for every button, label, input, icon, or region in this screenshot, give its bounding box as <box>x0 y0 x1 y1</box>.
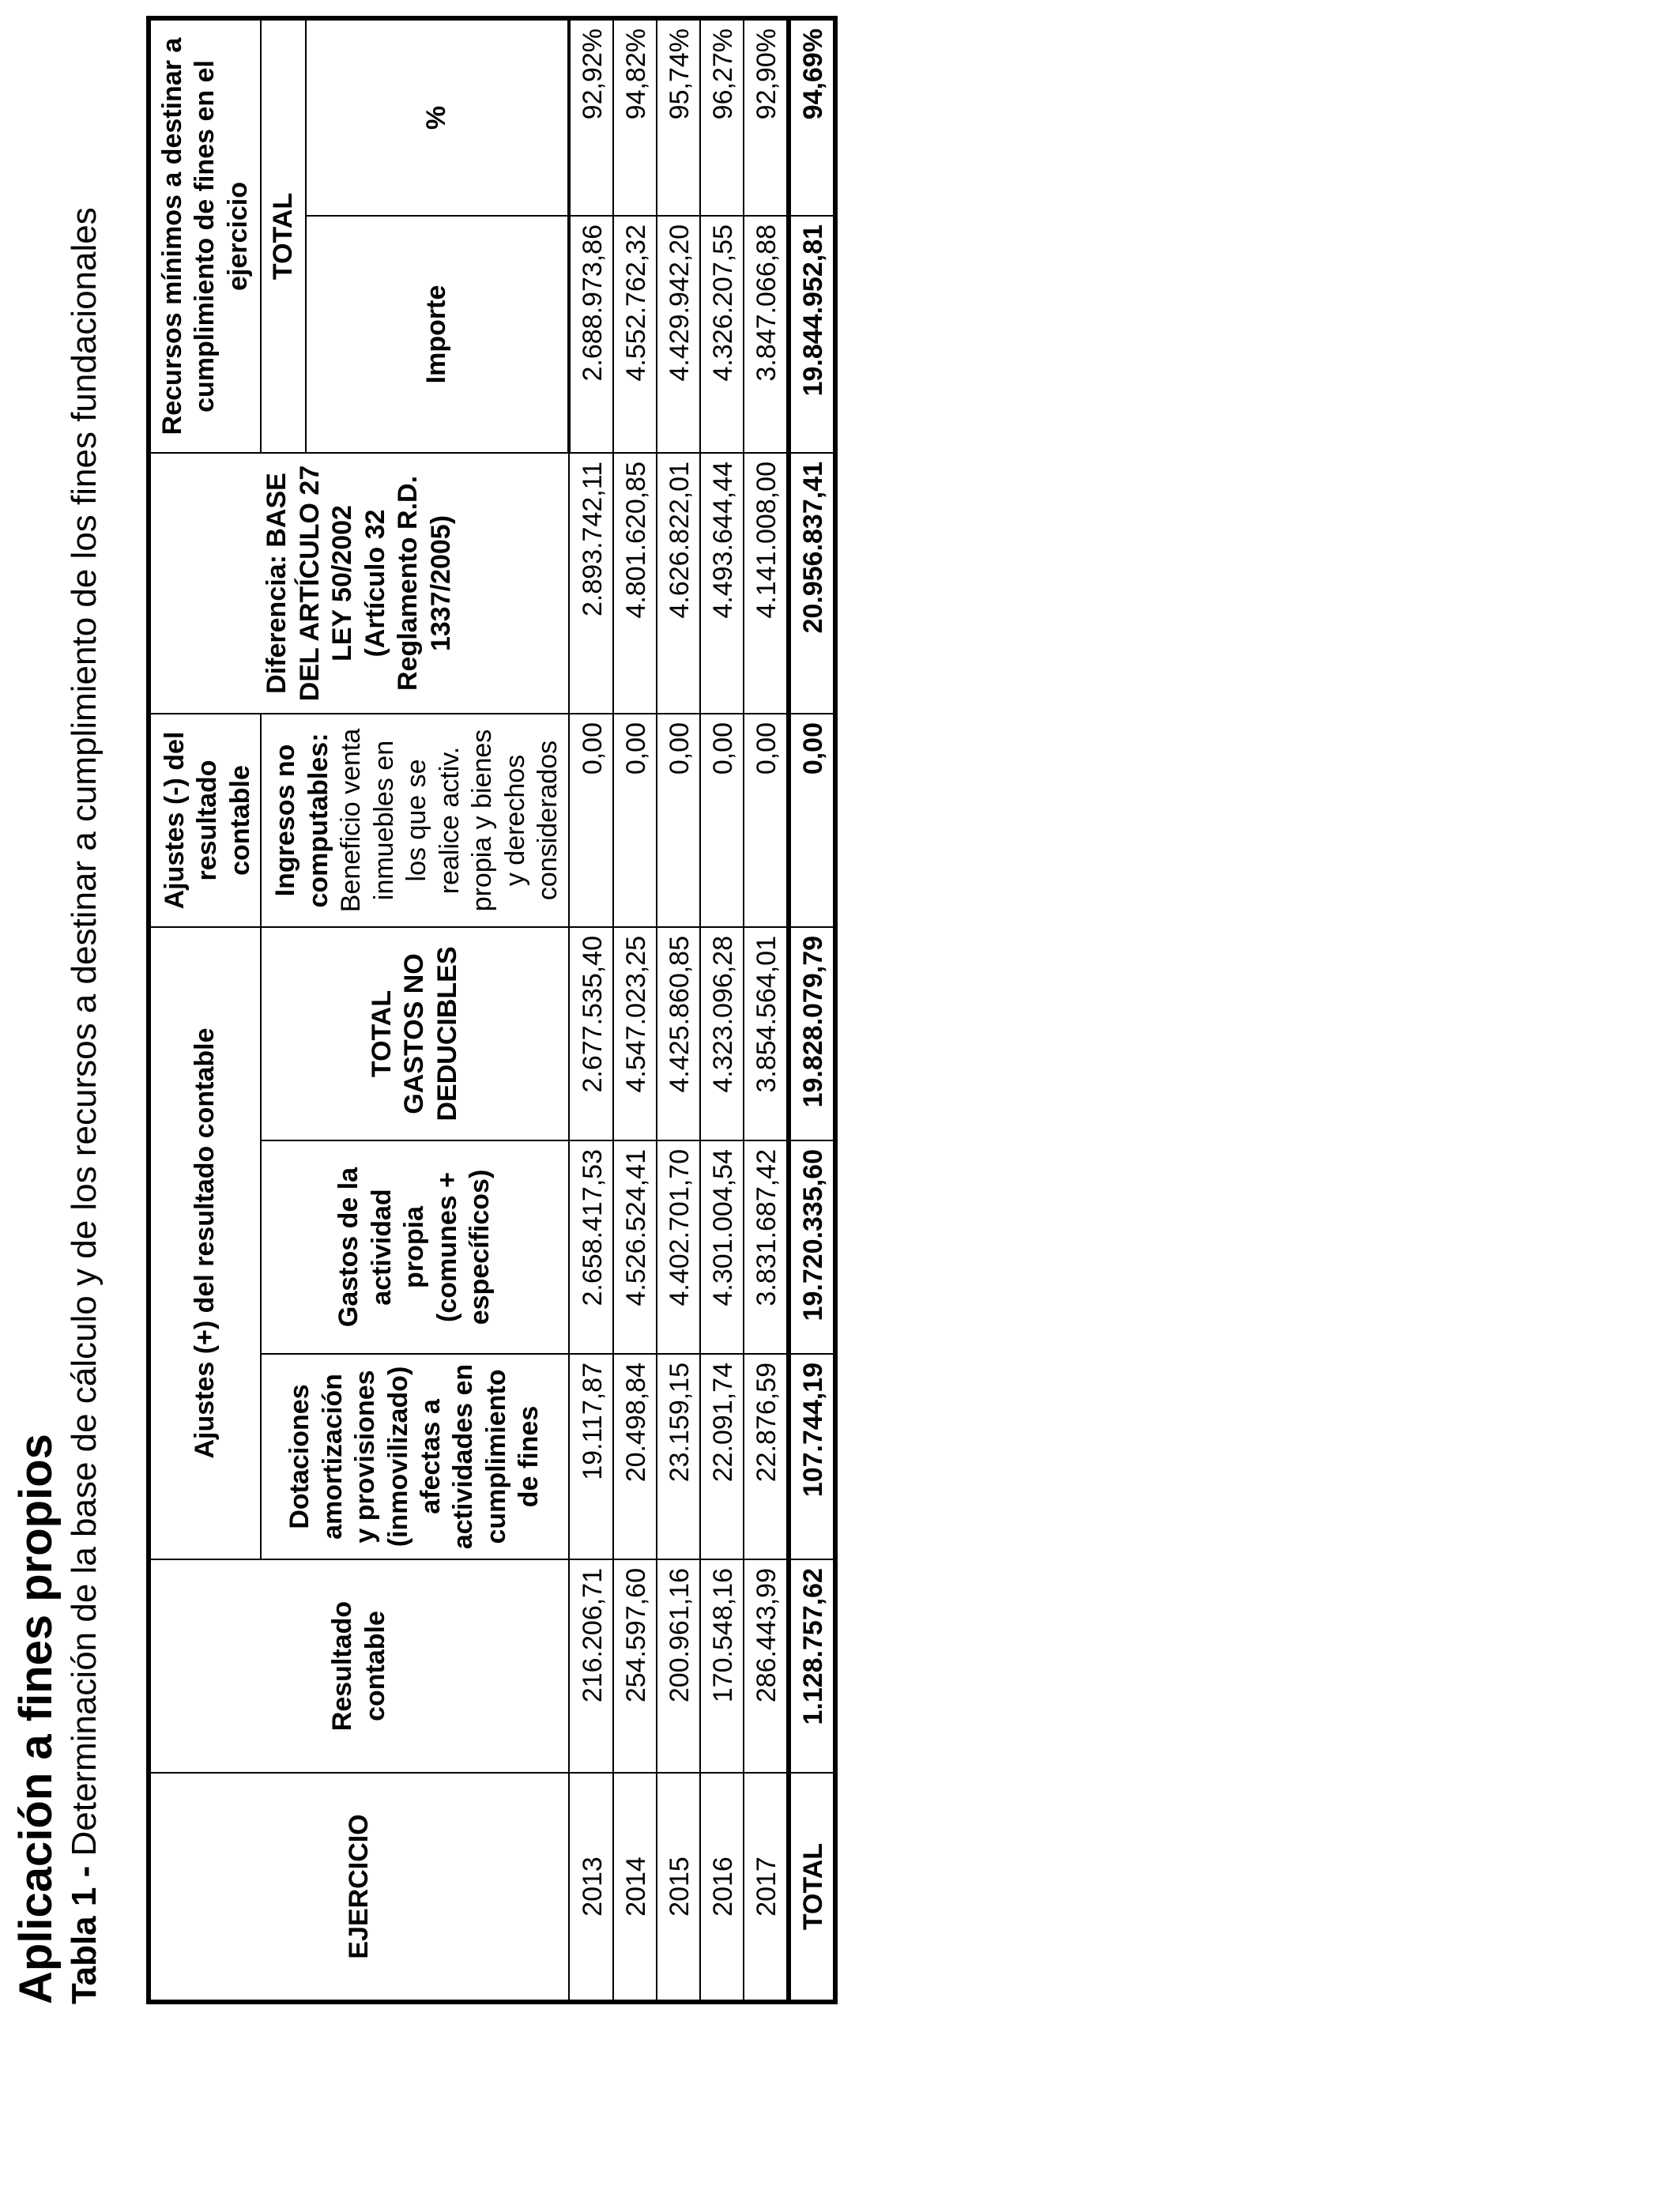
total-row <box>789 18 835 2002</box>
cell-total-gastos: 3.854.564,01 <box>744 927 789 1140</box>
table-row <box>569 18 613 2002</box>
header-total: TOTAL <box>261 18 306 453</box>
cell-year: 2013 <box>569 1773 613 2002</box>
cell-importe: 4.552.762,32 <box>613 216 657 453</box>
cell-gastos: 4.402.701,70 <box>657 1140 700 1354</box>
cell-year: 2016 <box>700 1773 744 2002</box>
header-diferencia: Diferencia: BASE DEL ARTÍCULO 27 LEY 50/2002 (Artículo 32 Reglamento R.D. 1337/2005) <box>149 453 569 714</box>
header-ejercicio: EJERCICIO <box>149 1773 569 2002</box>
cell-resultado: 254.597,60 <box>613 1559 657 1773</box>
cell-importe: 3.847.066,88 <box>744 216 789 453</box>
cell-diferencia: 4.141.008,00 <box>744 453 789 714</box>
cell-importe: 2.688.973,86 <box>569 216 613 453</box>
cell-total-gastos: 2.677.535,40 <box>569 927 613 1140</box>
header-recursos: Recursos mínimos a destinar a cumplimiento de fines en el ejercicio <box>149 18 261 453</box>
header-pct: % <box>306 18 568 216</box>
data-table <box>146 16 838 2004</box>
cell-total-gastos: 4.425.860,85 <box>657 927 700 1140</box>
cell-dotaciones: 20.498,84 <box>613 1354 657 1559</box>
cell-pct: 95,74% <box>657 18 700 216</box>
cell-year: 2015 <box>657 1773 700 2002</box>
cell-dotaciones: 23.159,15 <box>657 1354 700 1559</box>
cell-dotaciones: 22.876,59 <box>744 1354 789 1559</box>
cell-importe: 4.429.942,20 <box>657 216 700 453</box>
table-row <box>700 18 744 2002</box>
cell-total-gastos: 4.323.096,28 <box>700 927 744 1140</box>
cell-gastos: 4.526.524,41 <box>613 1140 657 1354</box>
cell-gastos: 3.831.687,42 <box>744 1140 789 1354</box>
cell-ingresos: 0,00 <box>657 714 700 927</box>
cell-ingresos: 0,00 <box>744 714 789 927</box>
cell-diferencia: 4.626.822,01 <box>657 453 700 714</box>
table-caption-prefix: Tabla 1 - <box>65 1865 104 2004</box>
header-resultado: Resultado contable <box>149 1559 569 1773</box>
cell-resultado: 286.443,99 <box>744 1559 789 1773</box>
cell-resultado: 1.128.757,62 <box>789 1559 835 1773</box>
cell-year: 2014 <box>613 1773 657 2002</box>
header-ingresos <box>261 714 568 927</box>
cell-ingresos: 0,00 <box>700 714 744 927</box>
cell-ingresos: 0,00 <box>613 714 657 927</box>
cell-gastos: 19.720.335,60 <box>789 1140 835 1354</box>
cell-resultado: 170.548,16 <box>700 1559 744 1773</box>
cell-diferencia: 2.893.742,11 <box>569 453 613 714</box>
cell-ingresos: 0,00 <box>569 714 613 927</box>
cell-importe: 19.844.952,81 <box>789 216 835 453</box>
cell-gastos: 2.658.417,53 <box>569 1140 613 1354</box>
table-row <box>613 18 657 2002</box>
header-ajustes-plus: Ajustes (+) del resultado contable <box>149 927 261 1559</box>
cell-pct: 96,27% <box>700 18 744 216</box>
table-row <box>657 18 700 2002</box>
table-caption <box>65 207 104 2004</box>
cell-ingresos: 0,00 <box>789 714 835 927</box>
header-ajustes-minus: Ajustes (-) del resultado contable <box>149 714 261 927</box>
header-gastos: Gastos de la actividad propia (comunes + específicos) <box>261 1140 568 1354</box>
cell-year: 2017 <box>744 1773 789 2002</box>
header-total-gastos: TOTAL GASTOS NO DEDUCIBLES <box>261 927 568 1140</box>
cell-dotaciones: 107.744,19 <box>789 1354 835 1559</box>
header-ingresos-text: Beneficio venta inmuebles en los que se realice activ. propia y bienes y derechos considerados <box>336 728 563 913</box>
header-dotaciones: Dotaciones amortización y provisiones (inmovilizado) afectas a actividades en cumplimiento de fines <box>261 1354 568 1559</box>
header-importe: Importe <box>306 216 568 453</box>
cell-year: TOTAL <box>789 1773 835 2002</box>
cell-dotaciones: 22.091,74 <box>700 1354 744 1559</box>
cell-pct: 92,90% <box>744 18 789 216</box>
page-title: Aplicación a fines propios <box>10 1434 62 2004</box>
cell-total-gastos: 19.828.079,79 <box>789 927 835 1140</box>
cell-pct: 92,92% <box>569 18 613 216</box>
cell-diferencia: 4.493.644,44 <box>700 453 744 714</box>
cell-resultado: 200.961,16 <box>657 1559 700 1773</box>
cell-gastos: 4.301.004,54 <box>700 1140 744 1354</box>
cell-resultado: 216.206,71 <box>569 1559 613 1773</box>
table-row <box>744 18 789 2002</box>
cell-diferencia: 20.956.837,41 <box>789 453 835 714</box>
cell-importe: 4.326.207,55 <box>700 216 744 453</box>
header-ingresos-bold: Ingresos no computables: <box>270 733 333 908</box>
table-caption-text: Determinación de la base de cálculo y de los recursos a destinar a cumplimiento de los fines fundacionales <box>65 207 104 1857</box>
cell-diferencia: 4.801.620,85 <box>613 453 657 714</box>
cell-pct: 94,69% <box>789 18 835 216</box>
cell-dotaciones: 19.117,87 <box>569 1354 613 1559</box>
cell-pct: 94,82% <box>613 18 657 216</box>
cell-total-gastos: 4.547.023,25 <box>613 927 657 1140</box>
